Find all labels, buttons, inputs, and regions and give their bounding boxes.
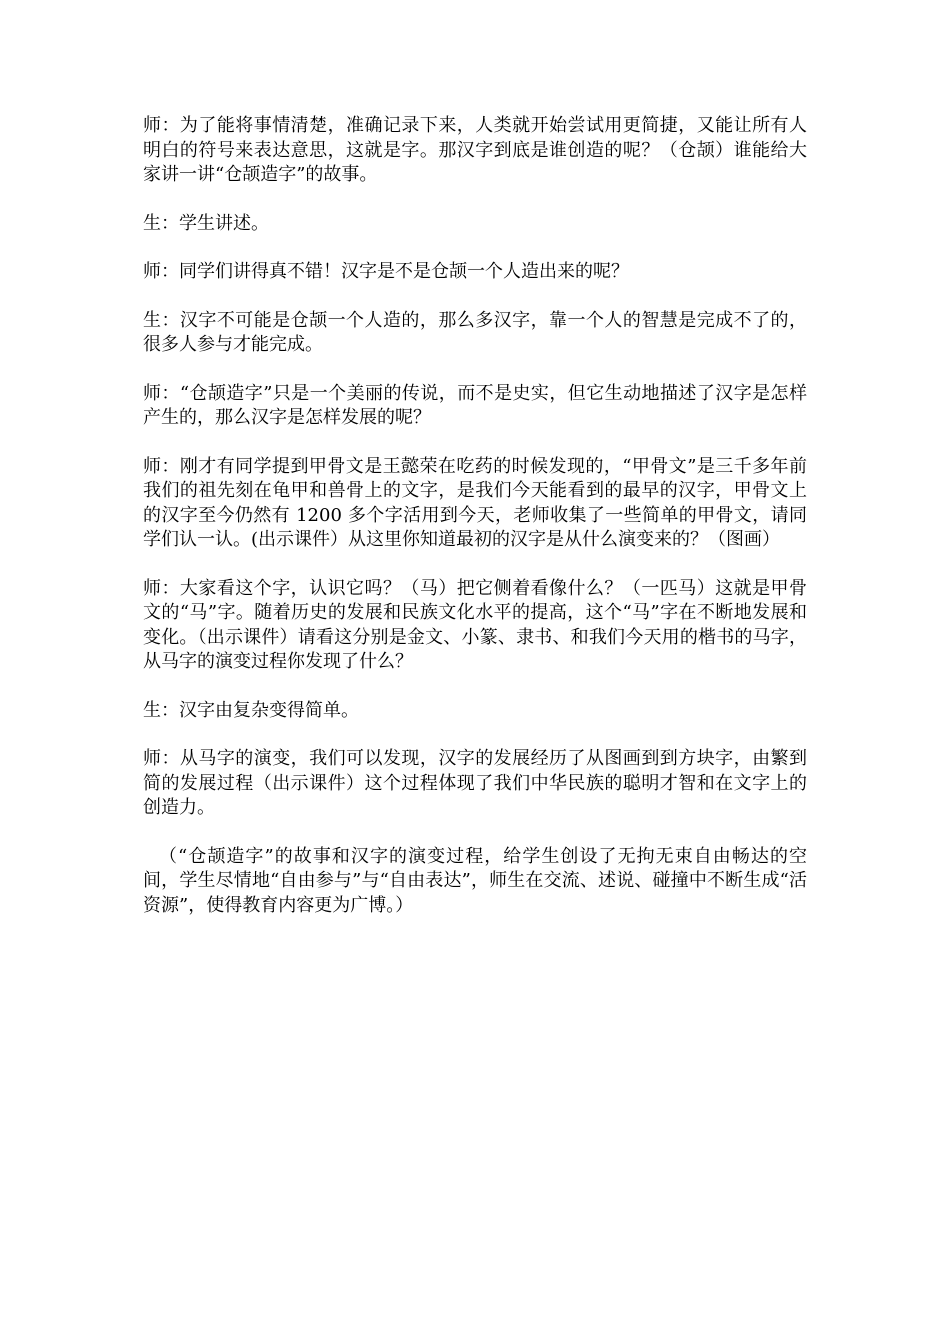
paragraph-student-simplified: 生：汉字由复杂变得简单。 bbox=[143, 699, 359, 721]
document-body bbox=[143, 114, 807, 942]
paragraph-teacher-intro: 师：为了能将事情清楚，准确记录下来，人类就开始尝试用更简捷，又能让所有人明白的符号来表达意思，这就是字。那汉字到底是谁创造的呢？（仓颉）谁能给大家讲一讲“仓颉造字”的故事。 bbox=[143, 115, 807, 185]
paragraph-teacher-evolution: 师：从马字的演变，我们可以发现，汉字的发展经历了从图画到到方块字，由繁到简的发展过程（出示课件）这个过程体现了我们中华民族的聪明才智和在文字上的创造力。 bbox=[143, 748, 807, 818]
paragraph-teacher-oracle-bone: 师：刚才有同学提到甲骨文是王懿荣在吃药的时候发现的，“甲骨文”是三千多年前我们的祖先刻在龟甲和兽骨上的文字，是我们今天能看到的最早的汉字，甲骨文上的汉字至今仍然有 1200 多个字活用到今天，老师收集了一些简单的甲骨文，请同学们认一认。(出示课件）从这里你知道最初的汉字是从什么演变来的？（图画） bbox=[143, 455, 807, 550]
paragraph-student-answer: 生：汉字不可能是仓颉一个人造的，那么多汉字，靠一个人的智慧是完成不了的，很多人参与才能完成。 bbox=[143, 309, 807, 355]
paragraph-commentary: （“仓颉造字”的故事和汉字的演变过程，给学生创设了无拘无束自由畅达的空间，学生尽情地“自由参与”与“自由表达”，师生在交流、述说、碰撞中不断生成“活资源”，使得教育内容更为广博。） bbox=[143, 845, 807, 916]
paragraph-teacher-question: 师：同学们讲得真不错！汉字是不是仓颉一个人造出来的呢？ bbox=[143, 261, 629, 282]
paragraph-teacher-horse-character: 师：大家看这个字，认识它吗？（马）把它侧着看像什么？（一匹马）这就是甲骨文的“马”字。随着历史的发展和民族文化水平的提高，这个“马”字在不断地发展和变化。（出示课件）请看这分别是金文、小篆、隶书、和我们今天用的楷书的马字，从马字的演变过程你发现了什么？ bbox=[143, 577, 807, 672]
paragraph-student-narrates: 生：学生讲述。 bbox=[143, 212, 269, 234]
paragraph-teacher-legend: 师：“仓颉造字”只是一个美丽的传说，而不是史实，但它生动地描述了汉字是怎样产生的，那么汉字是怎样发展的呢？ bbox=[143, 382, 807, 428]
